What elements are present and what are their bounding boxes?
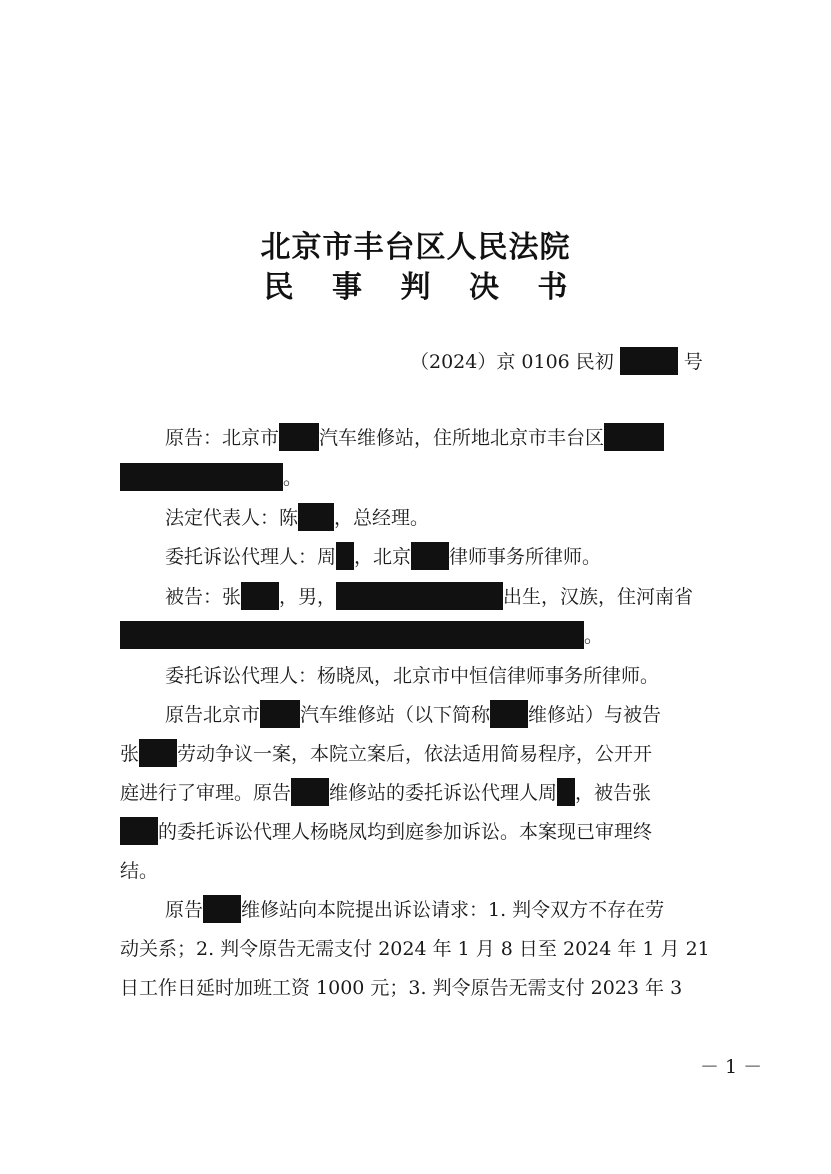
- text-run: 的委托诉讼代理人杨晓凤均到庭参加诉讼。本案现已审理终: [158, 821, 653, 843]
- defendant-line: [165, 580, 765, 614]
- document-type-title: 民 事 判 决 书: [263, 270, 582, 305]
- text-run: 原告：北京市: [165, 427, 280, 449]
- text-run: ，北京: [354, 546, 412, 568]
- plaintiff-address-line: [120, 461, 760, 495]
- legal-representative-line: [165, 501, 765, 535]
- redaction-box: [120, 463, 283, 491]
- paragraph-line: 动关系；2. 判令原告无需支付 2024 年 1 月 8 日至 2024 年 1 月 21: [120, 938, 710, 960]
- redaction-box: [620, 347, 678, 375]
- text-run: 法定代表人：陈: [165, 507, 299, 529]
- plaintiff-line: [165, 421, 765, 455]
- case-number-suffix: 号: [683, 351, 703, 373]
- text-run: ，被告张: [575, 782, 652, 804]
- defendant-agent-line: 委托诉讼代理人：杨晓凤，北京市中恒信律师事务所律师。: [165, 665, 660, 687]
- case-number: [410, 345, 831, 379]
- text-run: 劳动争议一案，本院立案后，依法适用简易程序，公开开: [177, 743, 653, 765]
- text-run: 维修站）与被告: [528, 704, 662, 726]
- text-run: 律师事务所律师。: [449, 546, 602, 568]
- redaction-box: [203, 895, 241, 923]
- redaction-box: [139, 739, 177, 767]
- paragraph-line: 结。: [120, 860, 159, 882]
- court-title: 北京市丰台区人民法院: [260, 230, 571, 265]
- redaction-box: [279, 423, 319, 451]
- redaction-box: [557, 778, 575, 806]
- defendant-address-line: [120, 619, 760, 653]
- redaction-box: [260, 700, 300, 728]
- text-run: 汽车维修站（以下简称: [300, 704, 491, 726]
- paragraph-line: [120, 776, 760, 810]
- redaction-box: [604, 423, 664, 451]
- redaction-box: [336, 582, 503, 610]
- paragraph-line: [165, 698, 765, 732]
- text-run: ，男，: [279, 586, 337, 608]
- redaction-box: [120, 621, 584, 649]
- plaintiff-agent-line: [165, 540, 765, 574]
- paragraph-line: [120, 737, 760, 771]
- text-run: 汽车维修站，住所地北京市丰台区: [319, 427, 605, 449]
- redaction-box: [241, 582, 279, 610]
- text-run: 出生，汉族，住河南省: [503, 586, 694, 608]
- paragraph-line: [165, 893, 765, 927]
- text-run: 维修站向本院提出诉讼请求：1. 判令双方不存在劳: [241, 899, 665, 921]
- text-run: 。: [584, 625, 604, 647]
- text-run: 张: [120, 743, 140, 765]
- case-number-prefix: （2024）京 0106 民初: [410, 351, 614, 373]
- paragraph-line: [120, 815, 760, 849]
- text-run: 被告：张: [165, 586, 242, 608]
- page-number: － 1 －: [700, 1056, 763, 1078]
- redaction-box: [490, 700, 528, 728]
- redaction-box: [411, 542, 449, 570]
- redaction-box: [336, 542, 354, 570]
- text-run: 庭进行了审理。原告: [120, 782, 292, 804]
- text-run: 。: [283, 467, 303, 489]
- redaction-box: [291, 778, 329, 806]
- redaction-box: [298, 503, 334, 531]
- text-run: 原告: [165, 899, 204, 921]
- text-run: 原告北京市: [165, 704, 261, 726]
- paragraph-line: 日工作日延时加班工资 1000 元；3. 判令原告无需支付 2023 年 3: [120, 977, 683, 999]
- redaction-box: [120, 817, 158, 845]
- text-run: 委托诉讼代理人：周: [165, 546, 337, 568]
- text-run: 维修站的委托诉讼代理人周: [329, 782, 558, 804]
- text-run: ，总经理。: [334, 507, 430, 529]
